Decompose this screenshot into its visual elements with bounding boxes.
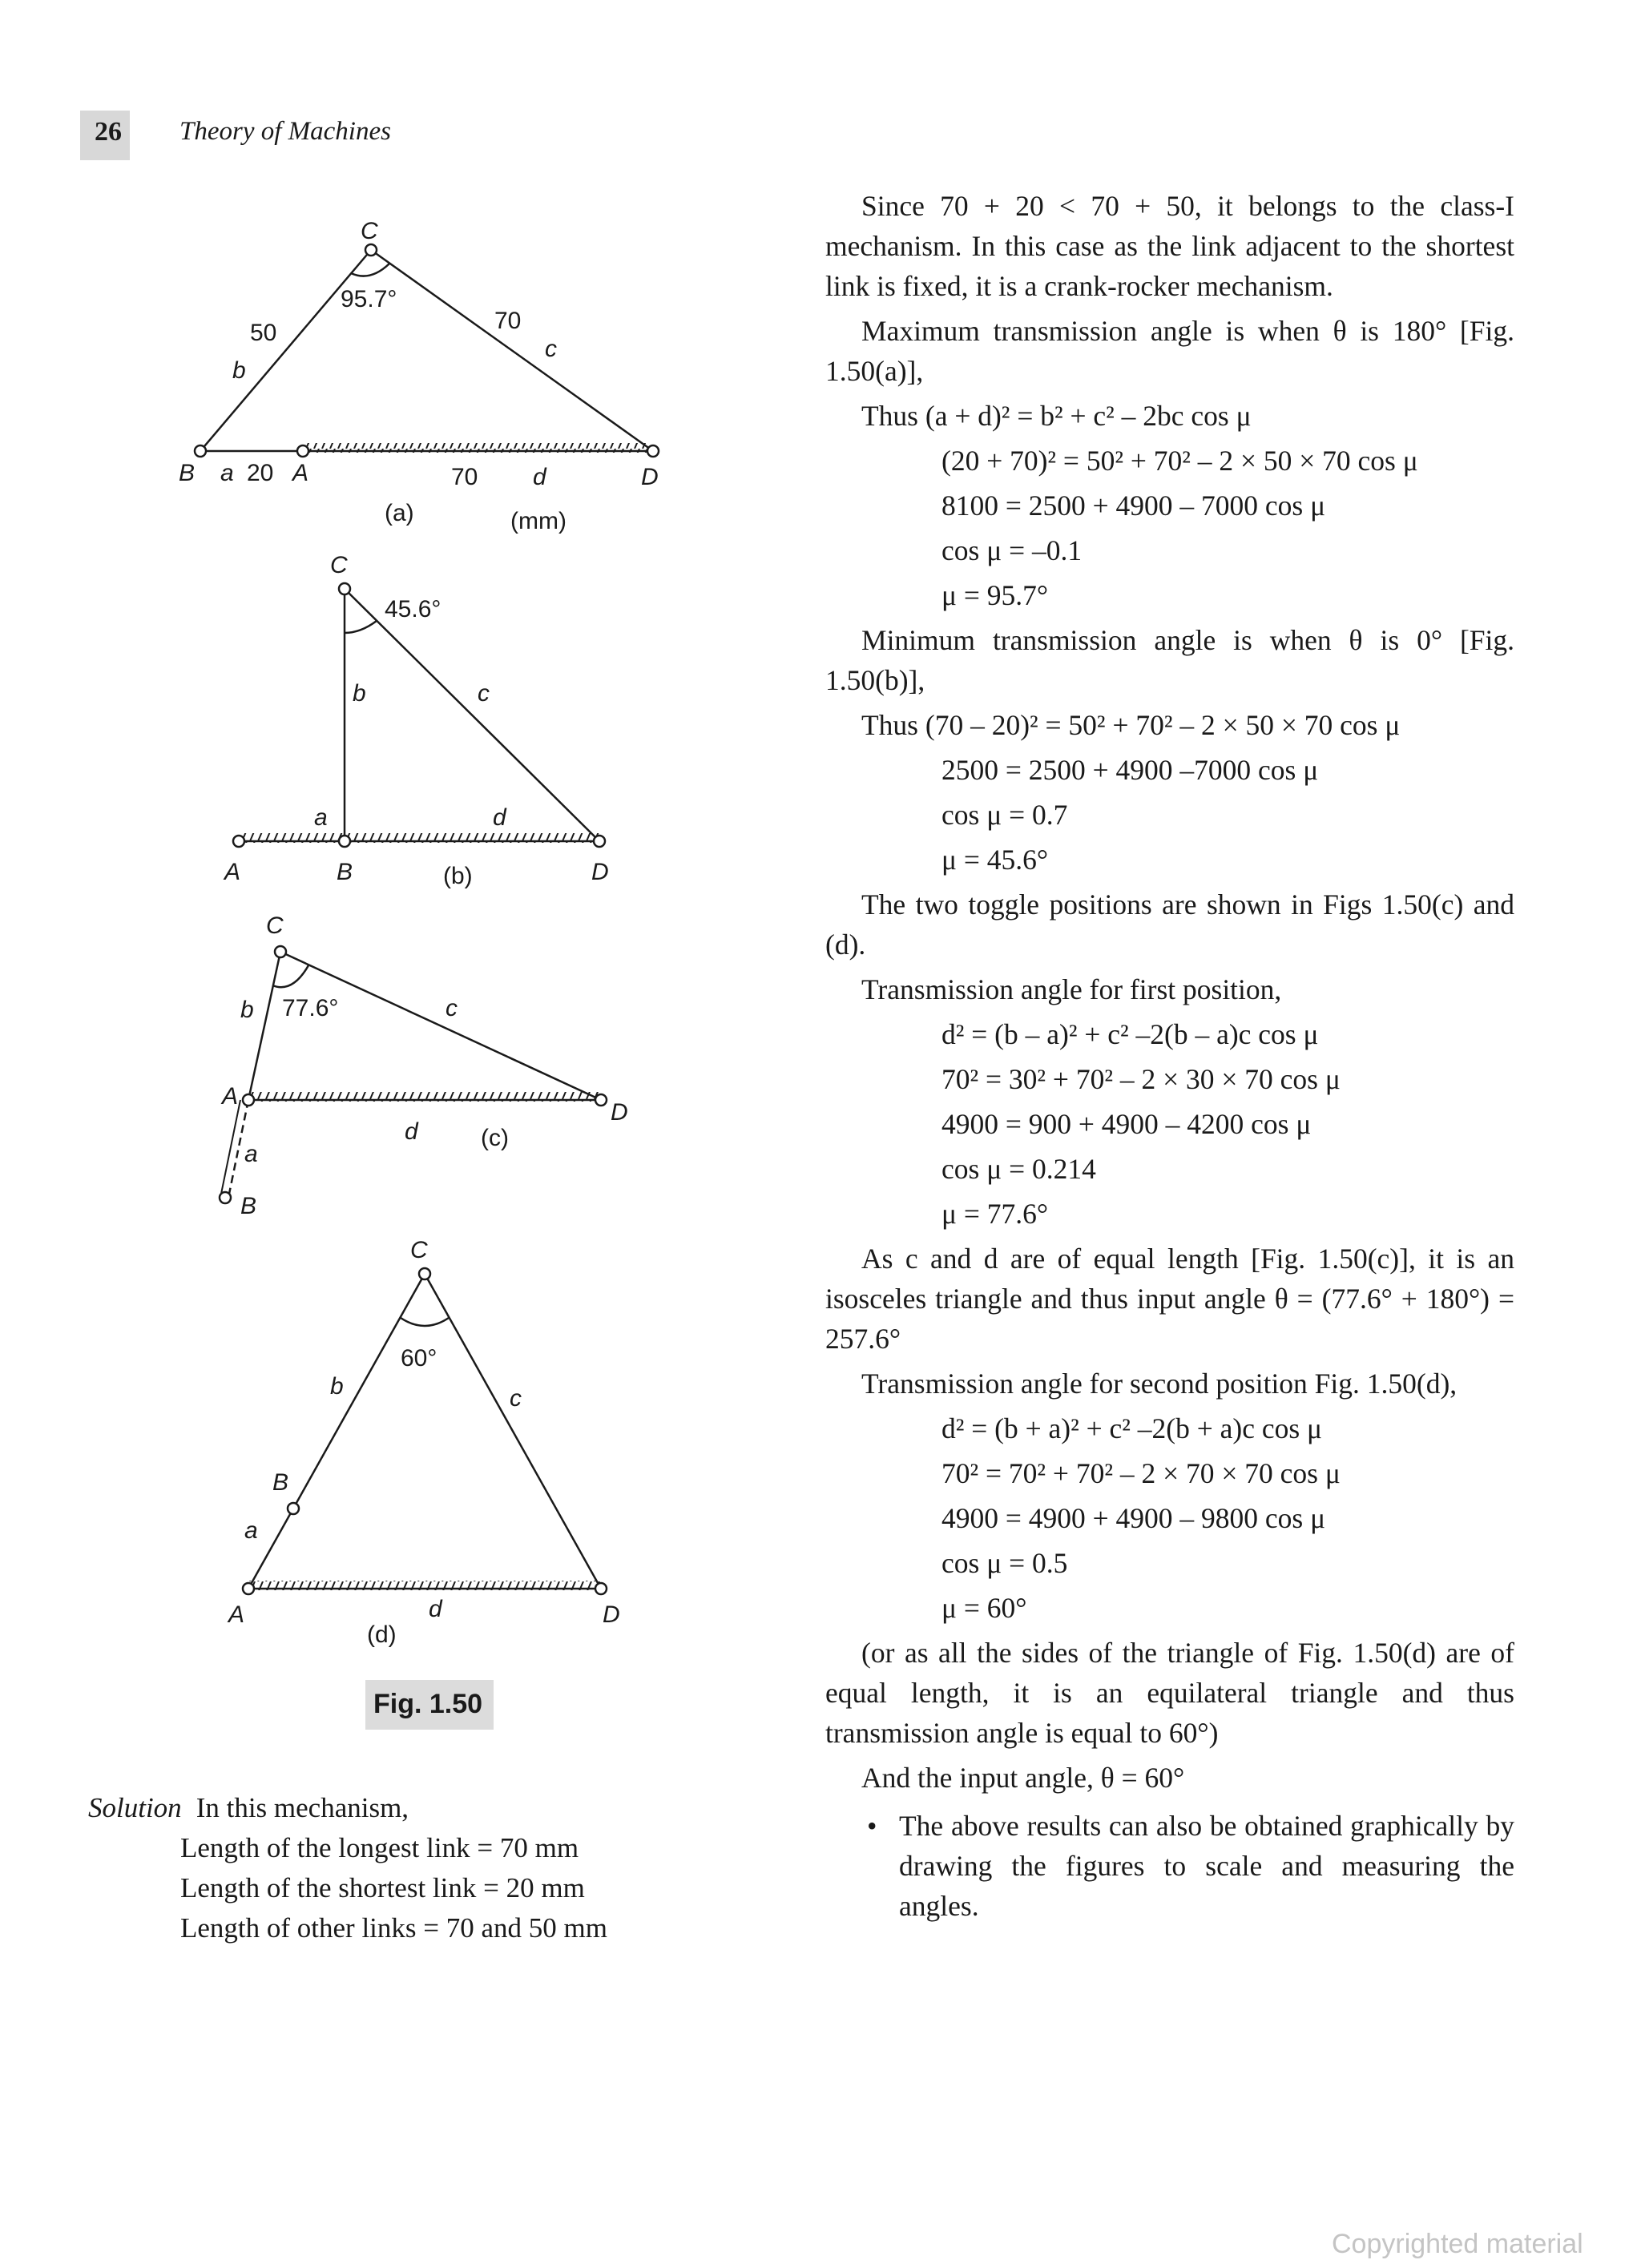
equation-b3: cos μ = 0.7 xyxy=(941,799,1068,831)
label-a-b: a xyxy=(314,804,328,831)
bullet-graphical xyxy=(825,1806,1514,1926)
label-fig-d: (d) xyxy=(367,1621,397,1648)
figure-1-50 xyxy=(0,0,705,1762)
running-title: Theory of Machines xyxy=(179,117,391,146)
label-a-c: a xyxy=(244,1141,258,1167)
equation-b2: 2500 = 2500 + 4900 –7000 cos μ xyxy=(941,754,1319,786)
equation-a4: cos μ = –0.1 xyxy=(941,534,1083,566)
label-C-a: C xyxy=(361,218,378,244)
label-angle-d: 60° xyxy=(401,1345,437,1372)
joint-b-d xyxy=(288,1503,299,1514)
angle-arc-c xyxy=(272,965,308,987)
equation-d4: cos μ = 0.5 xyxy=(941,1547,1068,1579)
copyright-watermark: Copyrighted material xyxy=(1332,2229,1583,2259)
label-d-d: d xyxy=(429,1596,442,1622)
solution-intro-row xyxy=(88,1788,753,1828)
joint-c-c xyxy=(275,946,286,957)
label-C-b: C xyxy=(330,552,348,578)
page-number: 26 xyxy=(95,117,122,147)
label-B-d: B xyxy=(272,1469,289,1496)
solution-shortest: Length of the shortest link = 20 mm xyxy=(180,1872,585,1903)
paragraph-input-angle: And the input angle, θ = 60° xyxy=(861,1762,1185,1794)
paragraph-isosceles: As c and d are of equal length [Fig. 1.50(c)], it is an isosceles triangle and thus input angle θ = (77.6° + 180°) = 257.6° xyxy=(825,1243,1514,1355)
link-a-c-edge xyxy=(220,1100,240,1198)
joint-a-c xyxy=(243,1094,254,1106)
equation-b1: Thus (70 – 20)² = 50² + 70² – 2 × 50 × 70 cos μ xyxy=(861,709,1401,741)
label-A-c: A xyxy=(222,1083,239,1110)
paragraph-max-transmission: Maximum transmission angle is when θ is 180° [Fig. 1.50(a)], xyxy=(825,315,1514,387)
figure-d xyxy=(227,1237,620,1648)
label-D-a: D xyxy=(641,464,659,490)
label-D-c: D xyxy=(611,1099,628,1126)
angle-arc-d xyxy=(401,1318,449,1326)
label-c-b: c xyxy=(478,680,490,707)
equation-c2: 70² = 30² + 70² – 2 × 30 × 70 cos μ xyxy=(941,1063,1341,1095)
link-b-a xyxy=(200,250,371,451)
label-c-c: c xyxy=(446,995,458,1021)
joint-d-c xyxy=(595,1094,607,1106)
equation-c1: d² = (b – a)² + c² –2(b – a)c cos μ xyxy=(941,1018,1319,1050)
joint-d-b xyxy=(594,836,605,847)
equation-a3: 8100 = 2500 + 4900 – 7000 cos μ xyxy=(941,489,1326,522)
link-ab-d xyxy=(248,1274,425,1589)
equation-a5: μ = 95.7° xyxy=(941,579,1049,611)
joint-b-b xyxy=(339,836,350,847)
label-angle-c: 77.6° xyxy=(282,995,339,1021)
figure-a xyxy=(179,218,659,534)
label-d-b: d xyxy=(493,804,506,831)
joint-d-d xyxy=(595,1583,607,1594)
equation-d5: μ = 60° xyxy=(941,1592,1027,1624)
label-B-c: B xyxy=(240,1193,257,1219)
label-a-d: a xyxy=(244,1517,258,1544)
label-b-len-a: 50 xyxy=(250,320,277,346)
link-c-a xyxy=(371,250,653,451)
label-a-a: a xyxy=(220,460,234,486)
joint-b-c xyxy=(220,1192,231,1203)
equation-a2: (20 + 70)² = 50² + 70² – 2 × 50 × 70 cos μ xyxy=(941,445,1418,477)
label-D-b: D xyxy=(591,859,609,885)
label-A-a: A xyxy=(292,460,309,486)
equation-c3: 4900 = 900 + 4900 – 4200 cos μ xyxy=(941,1108,1312,1140)
paragraph-min-transmission: Minimum transmission angle is when θ is 0° [Fig. 1.50(b)], xyxy=(825,624,1514,696)
label-b-d: b xyxy=(330,1373,344,1400)
paragraph-first-position: Transmission angle for first position, xyxy=(861,973,1282,1005)
label-unit-a: (mm) xyxy=(510,508,566,534)
bullet-dot: • xyxy=(867,1810,877,1842)
label-angle-b: 45.6° xyxy=(385,596,441,622)
link-c-c xyxy=(280,952,601,1100)
bullet-text: The above results can also be obtained graphically by drawing the figures to scale and measuring the angles. xyxy=(899,1810,1514,1922)
solution-others: Length of other links = 70 and 50 mm xyxy=(180,1912,607,1944)
label-c-a: c xyxy=(545,336,557,362)
label-A-d: A xyxy=(228,1601,245,1628)
label-d-c: d xyxy=(405,1118,418,1145)
joint-a-b xyxy=(233,836,244,847)
label-fig-c: (c) xyxy=(481,1125,509,1151)
equation-a1: Thus (a + d)² = b² + c² – 2bc cos μ xyxy=(861,400,1252,432)
paragraph-toggle-positions: The two toggle positions are shown in Figs 1.50(c) and (d). xyxy=(825,888,1514,961)
equation-d1: d² = (b + a)² + c² –2(b + a)c cos μ xyxy=(941,1412,1323,1444)
paragraph-class-mechanism: Since 70 + 20 < 70 + 50, it belongs to the class-I mechanism. In this case as the link adjacent to the shortest link is fixed, it is a crank-rocker mechanism. xyxy=(825,190,1514,302)
label-C-d: C xyxy=(410,1237,428,1263)
label-fig-b: (b) xyxy=(443,863,473,889)
joint-b-a xyxy=(195,445,206,457)
equation-d2: 70² = 70² + 70² – 2 × 70 × 70 cos μ xyxy=(941,1457,1341,1489)
right-column xyxy=(825,186,1514,1926)
equation-c4: cos μ = 0.214 xyxy=(941,1153,1096,1185)
figure-caption: Fig. 1.50 xyxy=(373,1689,483,1719)
label-fig-a: (a) xyxy=(385,500,414,526)
equation-c5: μ = 77.6° xyxy=(941,1198,1049,1230)
label-A-b: A xyxy=(224,859,241,885)
joint-a-a xyxy=(297,445,308,457)
figure-b xyxy=(223,552,609,889)
link-c-b xyxy=(345,589,599,841)
label-C-c: C xyxy=(266,912,284,939)
label-B-b: B xyxy=(337,859,353,885)
label-d-a: d xyxy=(533,464,546,490)
joint-c-d xyxy=(419,1268,430,1279)
solution-longest: Length of the longest link = 70 mm xyxy=(180,1832,579,1863)
label-B-a: B xyxy=(179,460,196,486)
paragraph-second-position: Transmission angle for second position Fig. 1.50(d), xyxy=(861,1368,1458,1400)
joint-d-a xyxy=(647,445,659,457)
joint-c-b xyxy=(339,583,350,594)
joint-a-d xyxy=(243,1583,254,1594)
joint-c-a xyxy=(365,244,377,256)
label-D-d: D xyxy=(603,1601,620,1628)
label-b-b: b xyxy=(353,680,366,707)
solution-block xyxy=(88,1788,753,1948)
equation-b4: μ = 45.6° xyxy=(941,844,1049,876)
label-a-len-a: 20 xyxy=(247,460,274,486)
link-c-d xyxy=(425,1274,601,1589)
label-b-a: b xyxy=(232,357,246,384)
label-c-d: c xyxy=(510,1385,522,1412)
angle-arc-b xyxy=(345,621,377,633)
paragraph-equilateral: (or as all the sides of the triangle of Fig. 1.50(d) are of equal length, it is an equilateral triangle and thus transmission angle is equal to 60°) xyxy=(825,1637,1514,1749)
label-c-len-a: 70 xyxy=(494,308,522,334)
label-d-len-a: 70 xyxy=(451,464,478,490)
link-b-c xyxy=(248,952,280,1100)
equation-d3: 4900 = 4900 + 4900 – 9800 cos μ xyxy=(941,1502,1326,1534)
solution-label: Solution xyxy=(88,1792,182,1823)
label-angle-a: 95.7° xyxy=(341,286,397,312)
label-b-c: b xyxy=(240,997,254,1023)
figure-c xyxy=(220,912,628,1219)
solution-intro: In this mechanism, xyxy=(196,1792,409,1823)
